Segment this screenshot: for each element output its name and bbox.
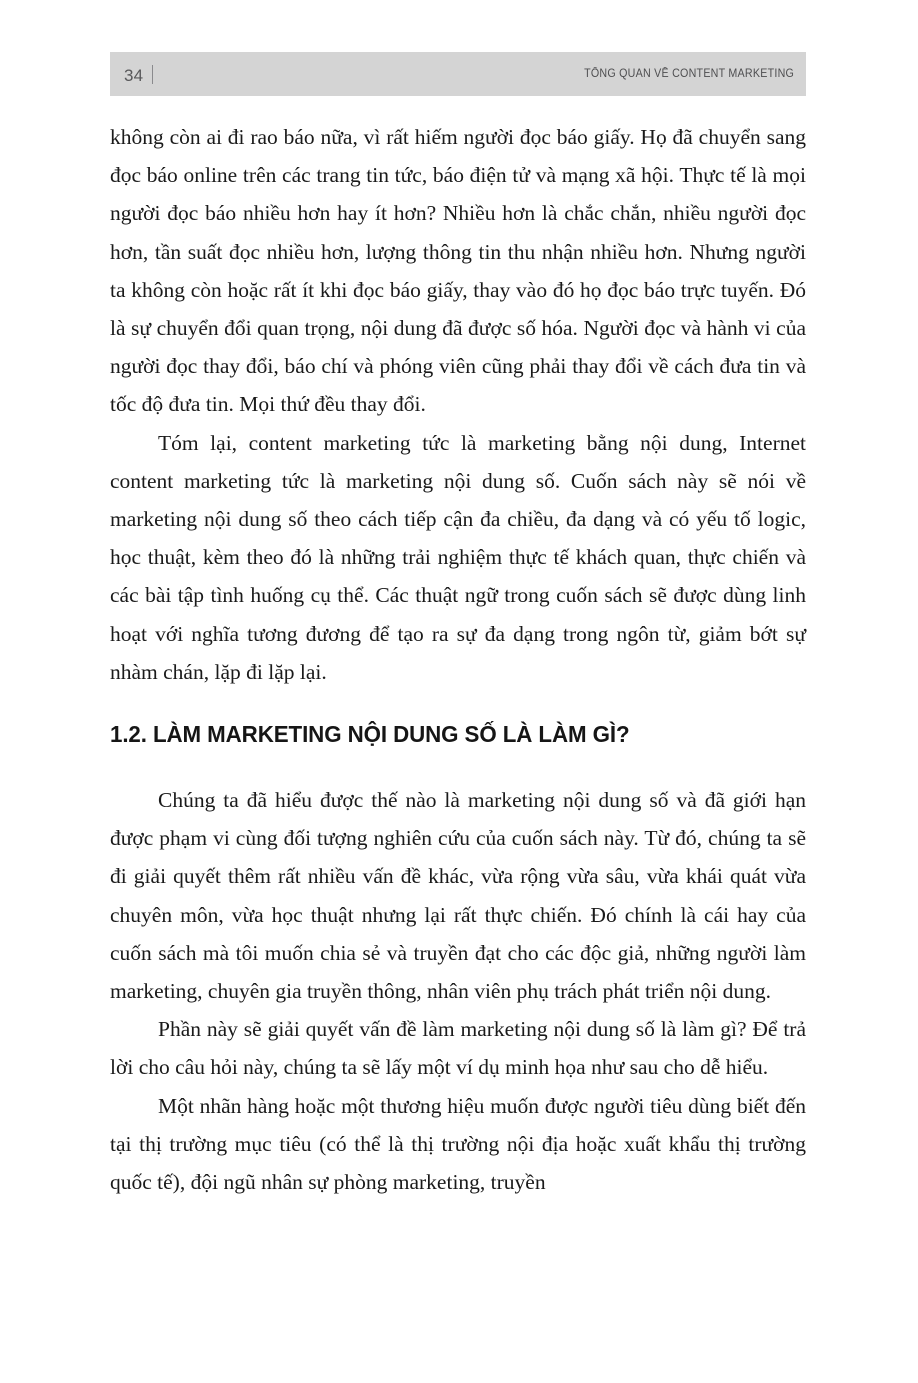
spacer [110,751,806,781]
paragraph: Một nhãn hàng hoặc một thương hiệu muốn được người tiêu dùng biết đến tại thị trường mục tiêu (có thể là thị trường nội địa hoặc xuất khẩu thị trường quốc tế), đội ngũ nhân sự phòng marketing, truyền [110,1093,806,1195]
section-heading: 1.2. LÀM MARKETING NỘI DUNG SỐ LÀ LÀM GÌ? [110,721,630,748]
paragraph: Phần này sẽ giải quyết vấn đề làm marketing nội dung số là làm gì? Để trả lời cho câu hỏi này, chúng ta sẽ lấy một ví dụ minh họa như sau cho dễ hiểu. [110,1017,806,1080]
running-head-title: TỔNG QUAN VỀ CONTENT MARKETING [584,68,795,80]
page-number: 34 [124,66,144,85]
paragraph: không còn ai đi rao báo nữa, vì rất hiếm người đọc báo giấy. Họ đã chuyển sang đọc báo online trên các trang tin tức, báo điện tử và mạng xã hội. Thực tế là mọi người đọc báo nhiều hơn hay ít hơn? Nhiều hơn là chắc chắn, nhiều người đọc hơn, tần suất đọc nhiều hơn, lượng thông tin thu nhận nhiều hơn. Nhưng người ta không còn hoặc rất ít khi đọc báo giấy, thay vào đó họ đọc báo trực tuyến. Đó là sự chuyển đổi quan trọng, nội dung đã được số hóa. Người đọc và hành vi của người đọc thay đổi, báo chí và phóng viên cũng phải thay đổi về cách đưa tin và tốc độ đưa tin. Mọi thứ đều thay đổi. [110,125,806,417]
folio-divider-icon [152,65,153,84]
page-content-column [110,0,806,1201]
running-header-band [110,52,806,96]
folio-group [124,62,153,86]
paragraph: Chúng ta đã hiểu được thế nào là marketing nội dung số và đã giới hạn được phạm vi cùng đối tượng nghiên cứu của cuốn sách này. Từ đó, chúng ta sẽ đi giải quyết thêm rất nhiều vấn đề khác, vừa rộng vừa sâu, vừa khái quát vừa chuyên môn, vừa học thuật nhưng lại rất thực chiến. Đó chính là cái hay của cuốn sách mà tôi muốn chia sẻ và truyền đạt cho các độc giả, những người làm marketing, chuyên gia truyền thông, nhân viên phụ trách phát triển nội dung. [110,788,806,1004]
paragraph: Tóm lại, content marketing tức là marketing bằng nội dung, Internet content marketing tức là marketing nội dung số. Cuốn sách này sẽ nói về marketing nội dung số theo cách tiếp cận đa chiều, đa dạng và có yếu tố logic, học thuật, kèm theo đó là những trải nghiệm thực tế khách quan, thực chiến và các bài tập tình huống cụ thể. Các thuật ngữ trong cuốn sách sẽ được dùng linh hoạt với nghĩa tương đương để tạo ra sự đa dạng trong ngôn từ, giảm bớt sự nhàm chán, lặp đi lặp lại. [110,430,806,684]
body-text-block [110,118,806,1201]
spacer [110,691,806,717]
